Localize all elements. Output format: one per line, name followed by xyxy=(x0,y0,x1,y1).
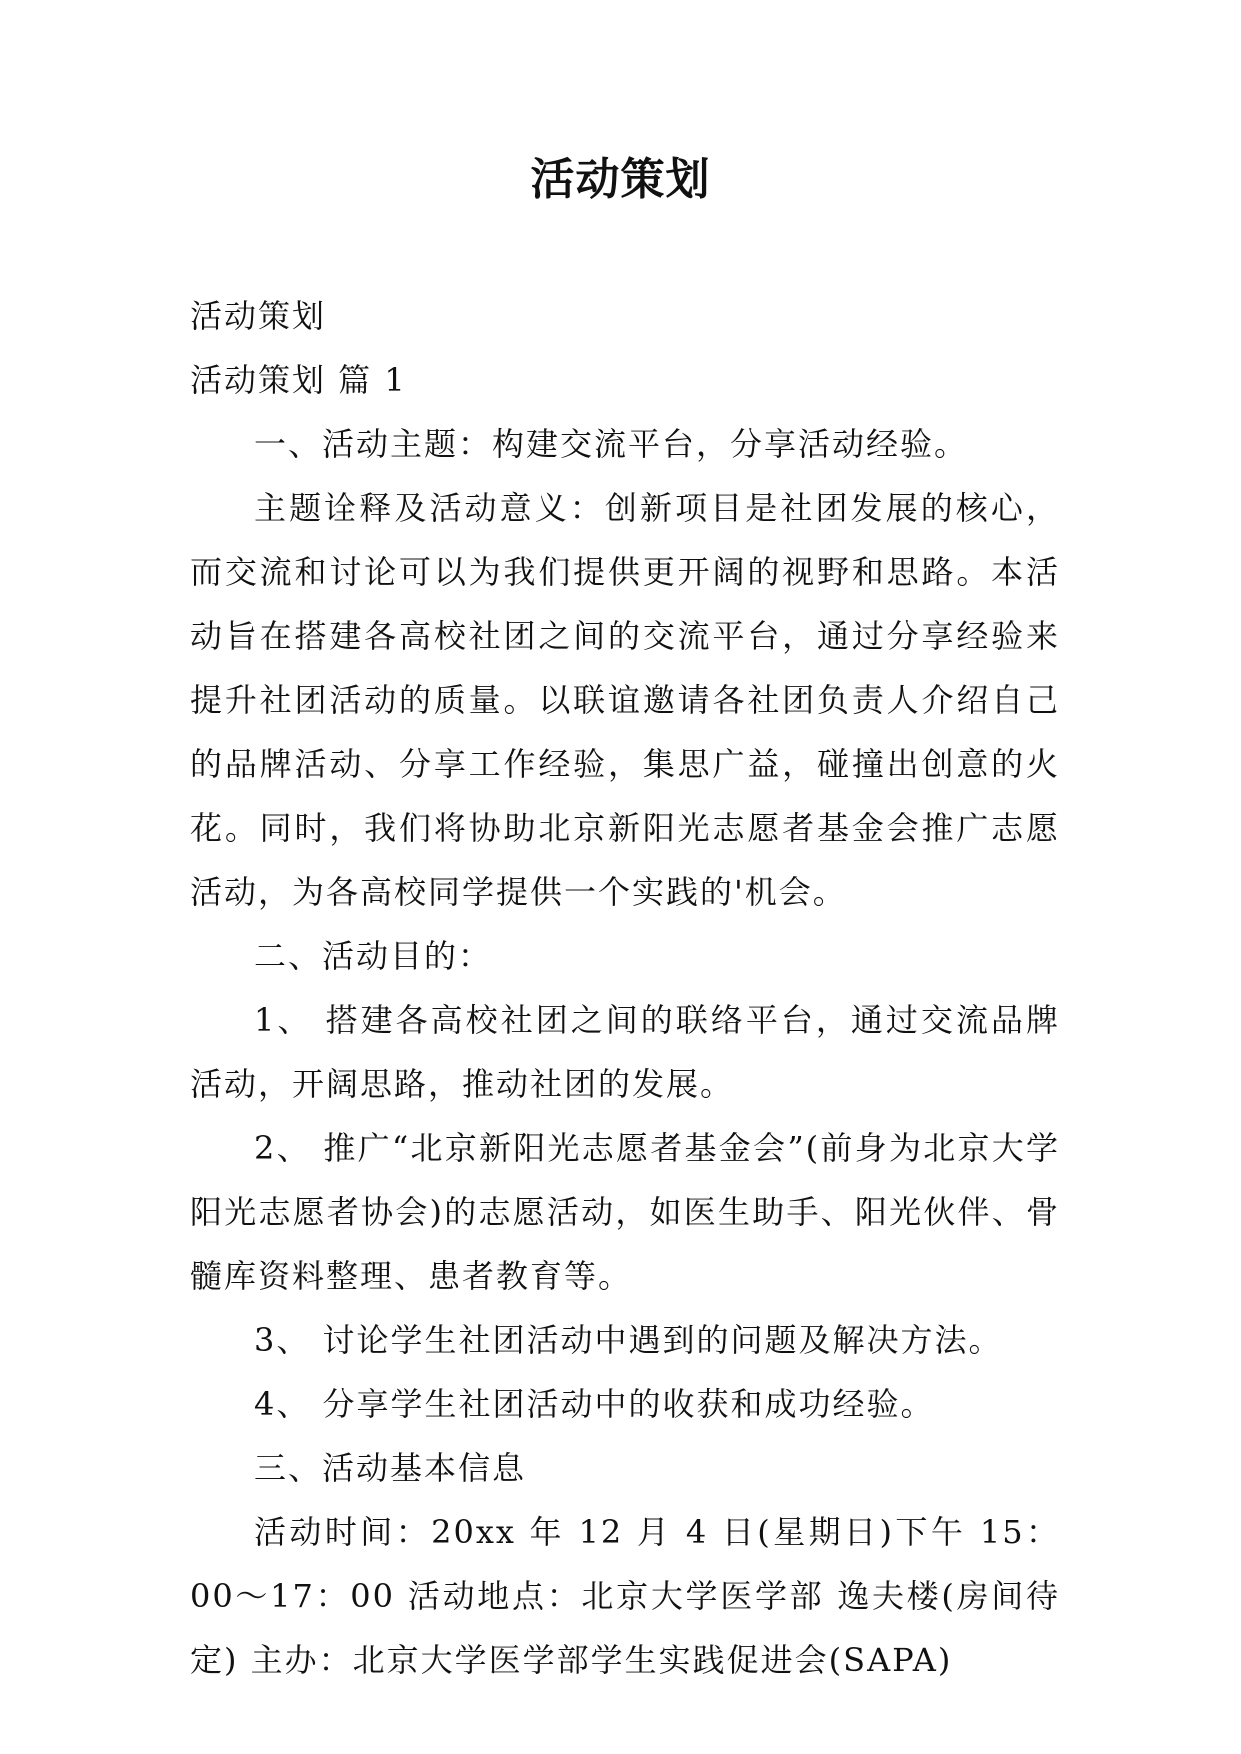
body-paragraph: 二、活动目的： xyxy=(254,937,493,975)
document-body xyxy=(190,284,1060,1692)
body-paragraph: 3、 讨论学生社团活动中遇到的问题及解决方法。 xyxy=(254,1321,1003,1359)
body-paragraph: 活动策划 篇 1 xyxy=(190,361,407,399)
body-paragraph: 活动时间：20xx 年 12 月 4 日(星期日)下午 15：00～17：00 活动地点：北京大学医学部 逸夫楼(房间待定) 主办：北京大学医学部学生实践促进会(SAPA) xyxy=(190,1513,1060,1679)
body-paragraph: 三、活动基本信息 xyxy=(254,1449,527,1487)
body-paragraph: 主题诠释及活动意义：创新项目是社团发展的核心，而交流和讨论可以为我们提供更开阔的视野和思路。本活动旨在搭建各高校社团之间的交流平台，通过分享经验来提升社团活动的质量。以联谊邀请各社团负责人介绍自己的品牌活动、分享工作经验，集思广益，碰撞出创意的火花。同时，我们将协助北京新阳光志愿者基金会推广志愿活动，为各高校同学提供一个实践的'机会。 xyxy=(190,489,1060,911)
body-paragraph: 4、 分享学生社团活动中的收获和成功经验。 xyxy=(254,1385,935,1423)
body-paragraph: 1、 搭建各高校社团之间的联络平台，通过交流品牌活动，开阔思路，推动社团的发展。 xyxy=(190,1001,1060,1103)
body-paragraph: 一、活动主题：构建交流平台，分享活动经验。 xyxy=(254,425,969,463)
body-paragraph: 2、 推广“北京新阳光志愿者基金会”(前身为北京大学阳光志愿者协会)的志愿活动，如医生助手、阳光伙伴、骨髓库资料整理、患者教育等。 xyxy=(190,1129,1060,1295)
document-title: 活动策划 xyxy=(530,154,711,205)
body-paragraph: 活动策划 xyxy=(190,297,327,335)
